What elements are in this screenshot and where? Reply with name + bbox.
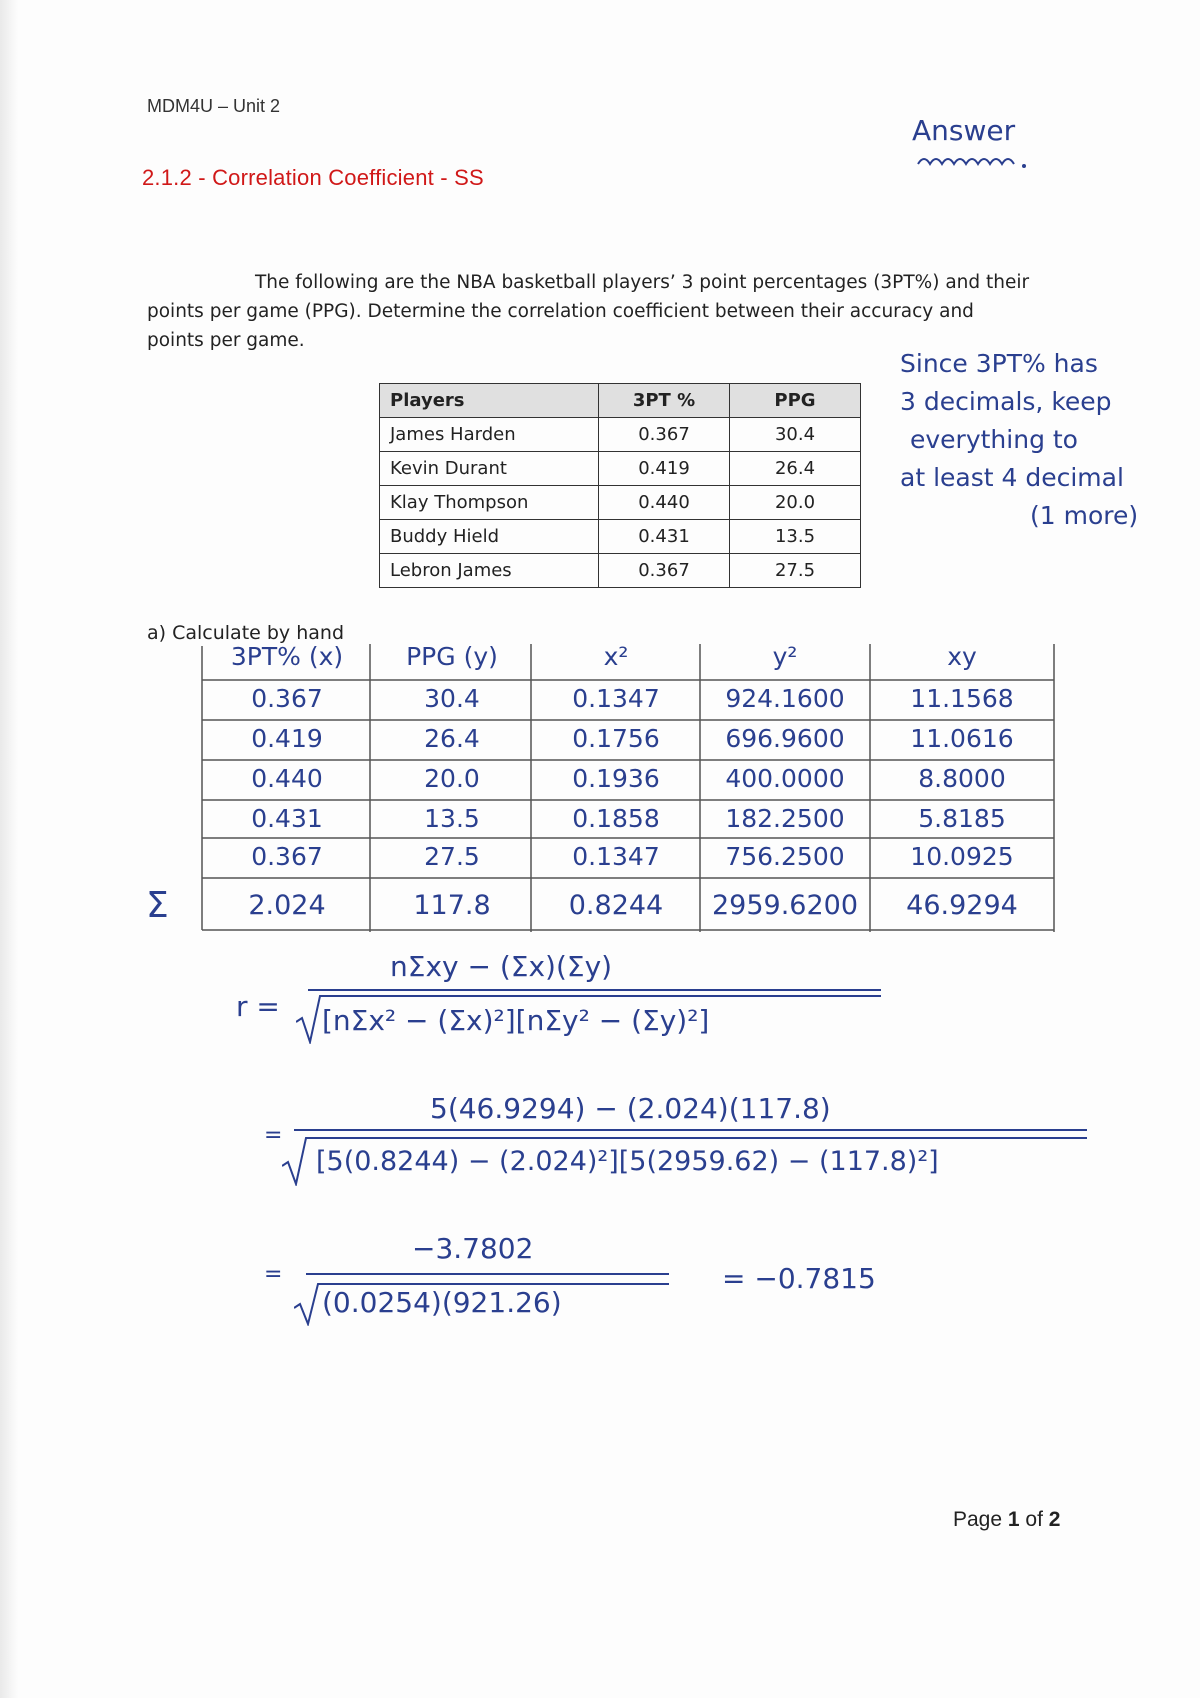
- calc-cell: 0.1936: [572, 764, 660, 793]
- sum-cell: 46.9294: [906, 890, 1018, 921]
- player-name: Lebron James: [380, 554, 599, 588]
- intro-paragraph: [147, 268, 1077, 355]
- player-ppg: 27.5: [730, 554, 861, 588]
- calc-cell: 924.1600: [725, 684, 845, 713]
- equals-sign: =: [264, 1123, 283, 1148]
- player-3pt: 0.419: [599, 452, 730, 486]
- table-row: [380, 520, 861, 554]
- calc-cell: 20.0: [424, 764, 480, 793]
- header-players: Players: [380, 384, 599, 418]
- page-current: 1: [1007, 1508, 1020, 1531]
- player-name: Kevin Durant: [380, 452, 599, 486]
- calc-cell: 0.367: [251, 842, 323, 871]
- step1-denominator: [5(0.8244) − (2.024)²][5(2959.62) − (117.8)²]: [316, 1146, 939, 1177]
- calc-cell: 756.2500: [725, 842, 845, 871]
- sum-cell: 2959.6200: [711, 890, 858, 921]
- calc-header-x: 3PT% (x): [230, 642, 344, 671]
- header-ppg: PPG: [730, 384, 861, 418]
- calc-cell: 10.0925: [910, 842, 1014, 871]
- calc-cell: 0.1347: [572, 684, 660, 713]
- player-3pt: 0.367: [599, 554, 730, 588]
- handwritten-side-note: [900, 345, 1190, 535]
- note-line: at least 4 decimal: [900, 463, 1124, 492]
- player-ppg: 13.5: [730, 520, 861, 554]
- calc-cell: 26.4: [424, 724, 480, 753]
- step1-numerator: 5(46.9294) − (2.024)(117.8): [430, 1092, 831, 1125]
- answer-label: Answer: [912, 114, 1016, 147]
- step2-numerator: −3.7802: [412, 1232, 534, 1265]
- note-line: (1 more): [1030, 501, 1139, 530]
- calc-cell: 0.419: [251, 724, 323, 753]
- calc-cell: 0.1756: [572, 724, 660, 753]
- player-name: Klay Thompson: [380, 486, 599, 520]
- intro-line-1: The following are the NBA basketball players’ 3 point percentages (3PT%) and their: [255, 272, 1030, 293]
- calc-cell: 0.1347: [572, 842, 660, 871]
- calc-header-x2: x²: [603, 642, 629, 671]
- calc-cell: 8.8000: [918, 764, 1006, 793]
- calc-cell: 0.367: [251, 684, 323, 713]
- intro-line-2: points per game (PPG). Determine the correlation coefficient between their accuracy and: [147, 301, 974, 322]
- player-ppg: 30.4: [730, 418, 861, 452]
- calc-cell: 30.4: [424, 684, 480, 713]
- calc-header-y2: y²: [772, 642, 798, 671]
- calc-cell: 182.2500: [725, 804, 845, 833]
- final-result: = −0.7815: [722, 1262, 876, 1295]
- player-3pt: 0.431: [599, 520, 730, 554]
- header-3pt: 3PT %: [599, 384, 730, 418]
- player-ppg: 26.4: [730, 452, 861, 486]
- calc-header-xy: xy: [947, 642, 977, 671]
- page-total: 2: [1048, 1508, 1061, 1531]
- part-a-label: a) Calculate by hand: [147, 622, 345, 644]
- page-prefix: Page: [953, 1508, 1008, 1531]
- calc-cell: 0.1858: [572, 804, 660, 833]
- r-label: r =: [236, 990, 280, 1023]
- table-row: [380, 554, 861, 588]
- calc-cell: 0.440: [251, 764, 323, 793]
- sum-symbol: Σ: [146, 885, 169, 926]
- note-line: everything to: [910, 425, 1078, 454]
- course-label: MDM4U – Unit 2: [147, 96, 281, 116]
- calc-cell: 5.8185: [918, 804, 1006, 833]
- players-table-header: [380, 384, 861, 418]
- sum-cell: 0.8244: [568, 890, 664, 921]
- calc-cell: 27.5: [424, 842, 480, 871]
- sum-cell: 117.8: [413, 890, 491, 921]
- player-ppg: 20.0: [730, 486, 861, 520]
- scan-edge-shadow: [0, 0, 18, 1698]
- table-row: [380, 486, 861, 520]
- page-mid: of: [1019, 1508, 1049, 1531]
- formula-numerator: nΣxy − (Σx)(Σy): [390, 950, 613, 983]
- equals-sign: =: [264, 1262, 283, 1287]
- page-title: 2.1.2 - Correlation Coefficient - SS: [142, 165, 484, 190]
- step2-denominator: (0.0254)(921.26): [322, 1286, 562, 1319]
- calc-cell: 400.0000: [725, 764, 845, 793]
- table-row: [380, 418, 861, 452]
- players-table: [379, 383, 861, 588]
- note-line: 3 decimals, keep: [900, 387, 1112, 416]
- answer-underline-scribble: [916, 148, 1028, 170]
- formula-denominator: [nΣx² − (Σx)²][nΣy² − (Σy)²]: [322, 1004, 710, 1037]
- note-line: Since 3PT% has: [900, 349, 1098, 378]
- page-number: [953, 1508, 1060, 1532]
- player-3pt: 0.440: [599, 486, 730, 520]
- calc-header-y: PPG (y): [406, 642, 498, 671]
- sum-cell: 2.024: [248, 890, 326, 921]
- player-name: James Harden: [380, 418, 599, 452]
- calc-cell: 0.431: [251, 804, 323, 833]
- table-row: [380, 452, 861, 486]
- calc-cell: 13.5: [424, 804, 480, 833]
- player-3pt: 0.367: [599, 418, 730, 452]
- calc-cell: 11.1568: [910, 684, 1014, 713]
- calc-cell: 11.0616: [910, 724, 1014, 753]
- calc-cell: 696.9600: [725, 724, 845, 753]
- player-name: Buddy Hield: [380, 520, 599, 554]
- intro-line-3: points per game.: [147, 330, 305, 351]
